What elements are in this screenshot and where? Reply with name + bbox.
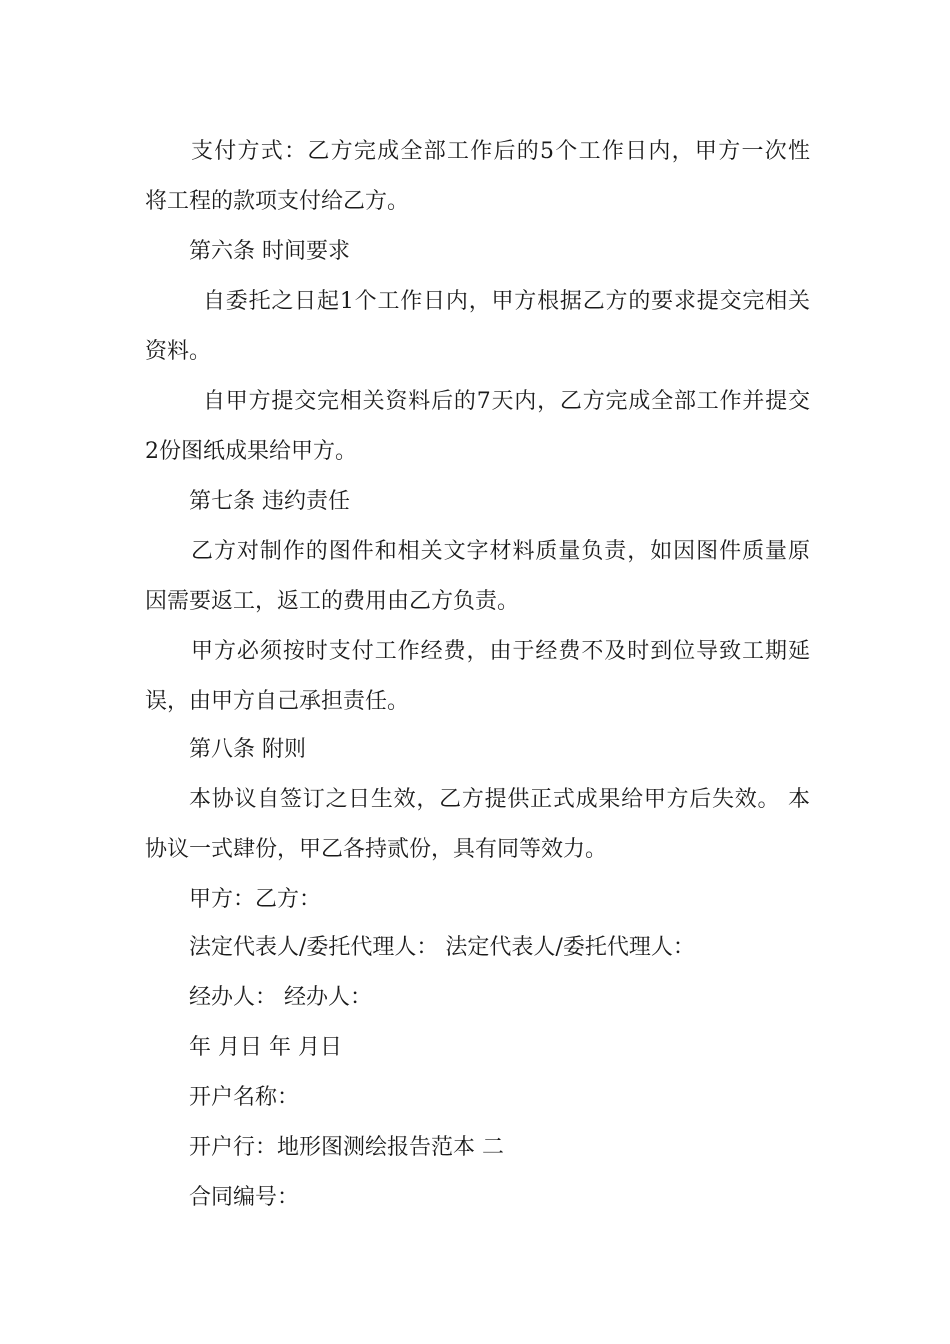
paragraph-liability-1-line-1: 乙方对制作的图件和相关文字材料质量负责，如因图件质量原 <box>191 539 810 564</box>
section-heading-time-requirements: 第六条 时间要求 <box>189 239 350 264</box>
signature-representatives: 法定代表人/委托代理人： 法定代表人/委托代理人： <box>189 935 695 960</box>
signature-dates: 年 月日 年 月日 <box>189 1035 342 1060</box>
paragraph-time-2-line-2: 2份图纸成果给甲方。 <box>145 439 357 464</box>
section-heading-liability: 第七条 违约责任 <box>189 489 350 514</box>
contract-number: 合同编号： <box>189 1185 300 1210</box>
section-heading-supplementary: 第八条 附则 <box>189 737 306 762</box>
paragraph-time-2-line-1: 自甲方提交完相关资料后的7天内，乙方完成全部工作并提交 <box>203 389 810 414</box>
paragraph-supplementary-line-2: 协议一式肆份，甲乙各持贰份，具有同等效力。 <box>145 837 608 862</box>
paragraph-liability-2-line-1: 甲方必须按时支付工作经费，由于经费不及时到位导致工期延 <box>191 639 810 664</box>
signature-parties: 甲方：乙方： <box>189 887 322 912</box>
paragraph-payment-method-line-1: 支付方式：乙方完成全部工作后的5个工作日内，甲方一次性 <box>191 139 810 164</box>
paragraph-time-1-line-2: 资料。 <box>145 339 212 364</box>
paragraph-time-1-line-1: 自委托之日起1个工作日内，甲方根据乙方的要求提交完相关 <box>203 289 810 314</box>
paragraph-liability-1-line-2: 因需要返工，返工的费用由乙方负责。 <box>145 589 520 614</box>
paragraph-liability-2-line-2: 误，由甲方自己承担责任。 <box>145 689 410 714</box>
paragraph-payment-method-line-2: 将工程的款项支付给乙方。 <box>145 189 410 214</box>
signature-handlers: 经办人： 经办人： <box>189 985 372 1010</box>
paragraph-supplementary-line-1: 本协议自签订之日生效，乙方提供正式成果给甲方后失效。 本 <box>189 787 810 812</box>
bank-name: 开户行：地形图测绘报告范本 二 <box>189 1135 504 1160</box>
account-name: 开户名称： <box>189 1085 300 1110</box>
